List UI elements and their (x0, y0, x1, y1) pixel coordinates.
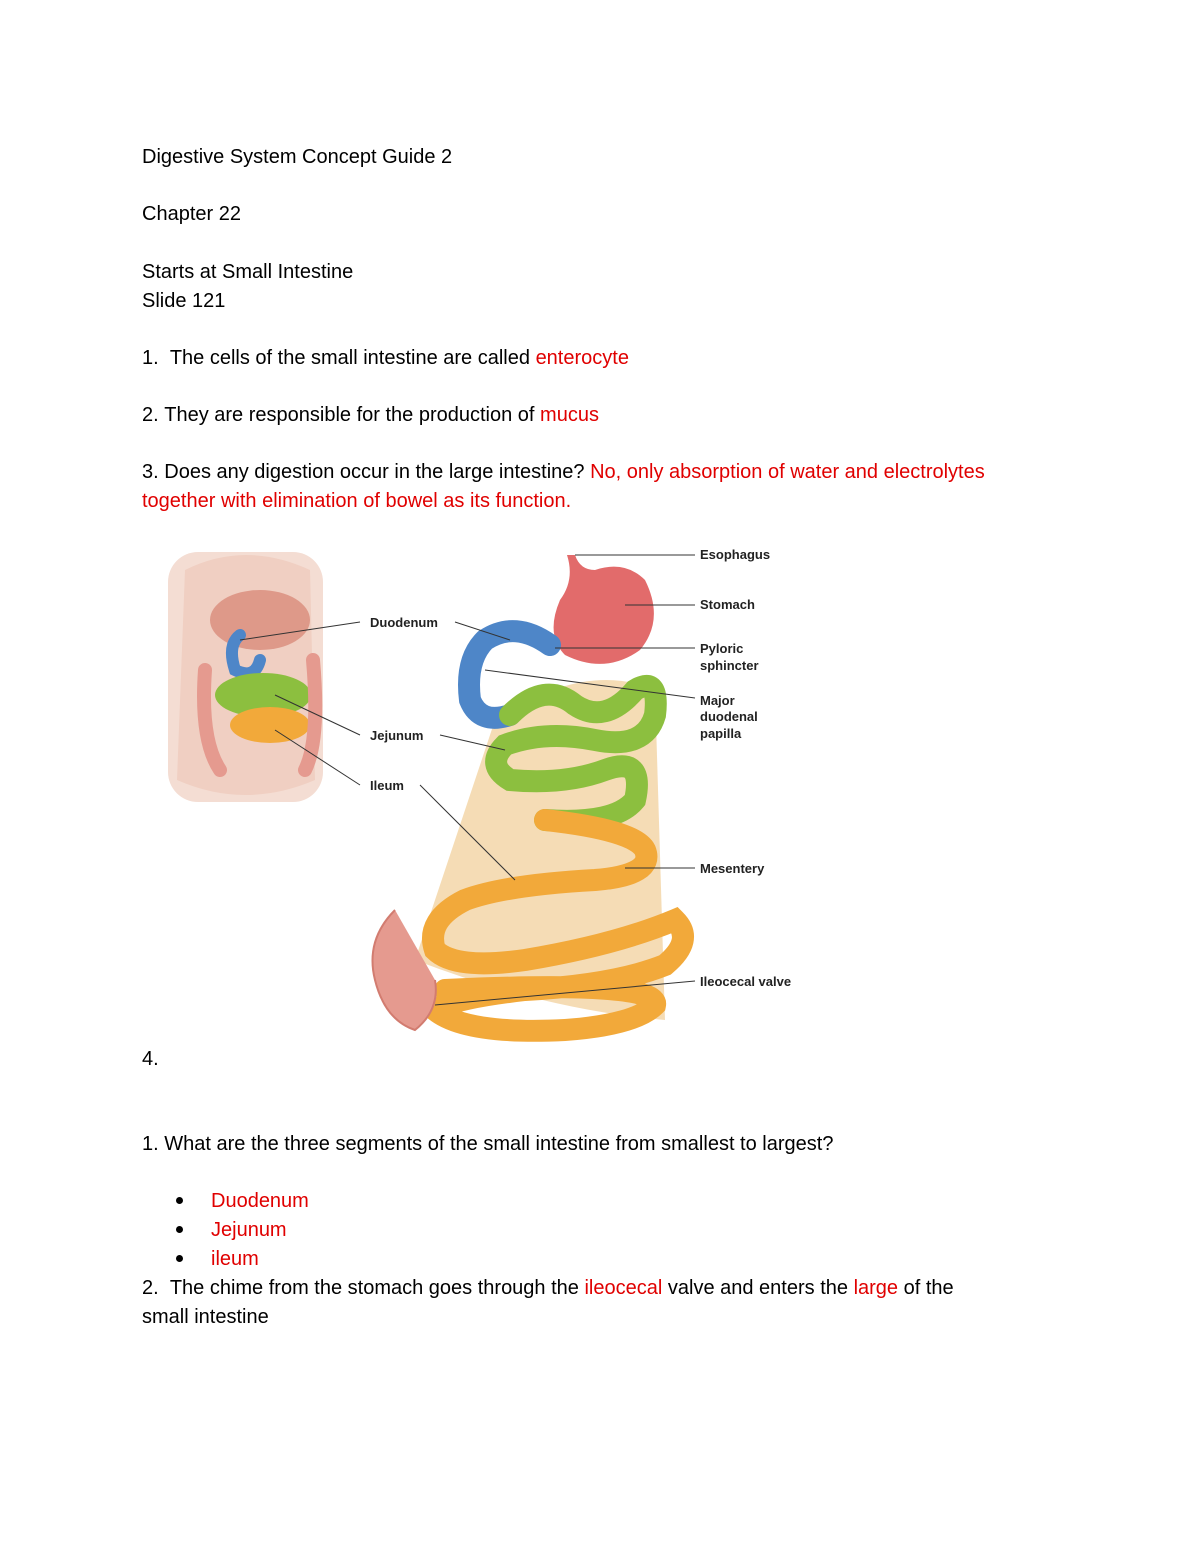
question-4-number: 4. (142, 1048, 159, 1070)
question-6-pre: The chime from the stomach goes through the (169, 1277, 579, 1299)
label-pyloric: Pyloric (700, 641, 744, 656)
start-label: Starts at Small Intestine (142, 261, 354, 283)
label-stomach: Stomach (700, 597, 755, 612)
slide-label: Slide 121 (142, 290, 226, 312)
question-1-answer: enterocyte (535, 347, 629, 369)
question-5-text: What are the three segments of the small intestine from smallest to largest? (164, 1133, 834, 1155)
small-intestine-illustration (165, 540, 815, 1065)
small-intestine-figure (165, 540, 815, 1065)
question-1 (142, 344, 629, 372)
question-3-answer-line2: together with elimination of bowel as its function. (142, 490, 572, 512)
question-5-number: 1. (142, 1133, 159, 1155)
question-3-answer-line1: No, only absorption of water and electrolytes (590, 461, 985, 483)
document-title: Digestive System Concept Guide 2 (142, 146, 453, 168)
question-2-number: 2. (142, 404, 159, 426)
chapter-label: Chapter 22 (142, 203, 241, 225)
bullet-marker (176, 1255, 183, 1262)
label-ileocecal-valve: Ileocecal valve (700, 974, 792, 989)
segment-item: ileum (211, 1248, 259, 1270)
bullet-marker (176, 1226, 183, 1233)
question-6-post: of the (903, 1277, 954, 1299)
segment-item: Jejunum (211, 1219, 287, 1241)
label-papilla: papilla (700, 726, 742, 741)
question-6-line2: small intestine (142, 1306, 269, 1328)
question-3-number: 3. (142, 461, 159, 483)
label-esophagus: Esophagus (700, 547, 771, 562)
question-6-number: 2. (142, 1277, 159, 1299)
question-2-answer: mucus (540, 404, 599, 426)
segment-item: Duodenum (211, 1190, 309, 1212)
question-2 (142, 401, 599, 429)
question-6-answer-1: ileocecal (584, 1277, 663, 1299)
question-3 (142, 458, 985, 486)
question-1-number: 1. (142, 347, 159, 369)
question-2-text: They are responsible for the production of (164, 404, 535, 426)
label-ileum: Ileum (370, 778, 404, 793)
question-3-text: Does any digestion occur in the large intestine? (164, 461, 585, 483)
question-1-text: The cells of the small intestine are called (169, 347, 530, 369)
label-duodenal: duodenal (700, 709, 758, 724)
question-6-answer-2: large (853, 1277, 899, 1299)
question-5 (142, 1130, 833, 1158)
question-6-mid: valve and enters the (667, 1277, 848, 1299)
label-duodenum: Duodenum (370, 615, 438, 630)
label-sphincter: sphincter (700, 658, 759, 673)
bullet-marker (176, 1197, 183, 1204)
label-major: Major (700, 693, 735, 708)
question-6 (142, 1274, 954, 1302)
label-mesentery: Mesentery (700, 861, 765, 876)
label-jejunum: Jejunum (370, 728, 424, 743)
torso-inset (168, 552, 323, 802)
